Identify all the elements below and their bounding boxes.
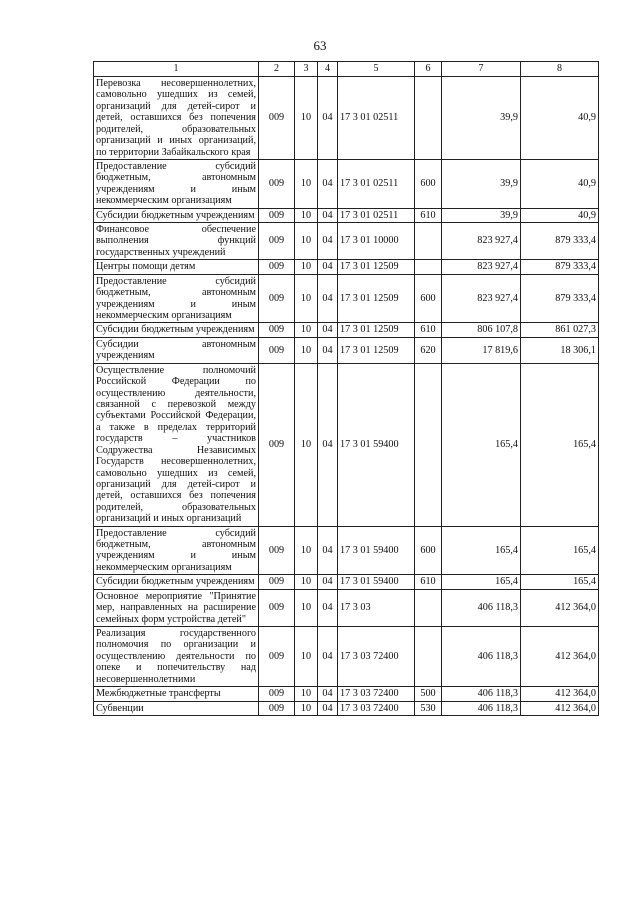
col-header-4: 4: [318, 62, 338, 77]
row-amount-1: 165,4: [442, 526, 521, 575]
row-section: 10: [295, 687, 318, 701]
header-row: [94, 62, 599, 77]
row-section: 10: [295, 363, 318, 526]
row-subsection: 04: [318, 701, 338, 715]
row-name: Субсидии бюджетным учреждениям: [94, 323, 259, 337]
row-expense-type: [415, 223, 442, 260]
row-subsection: 04: [318, 687, 338, 701]
row-amount-1: 806 107,8: [442, 323, 521, 337]
row-expense-type: 620: [415, 337, 442, 363]
row-expense-type: 610: [415, 575, 442, 589]
table-row: [94, 208, 599, 222]
col-header-1: 1: [94, 62, 259, 77]
row-subsection: 04: [318, 260, 338, 274]
row-name: Субсидии автономным учреждениям: [94, 337, 259, 363]
col-header-7: 7: [442, 62, 521, 77]
row-amount-2: 861 027,3: [521, 323, 599, 337]
row-target-article: 17 3 01 12509: [338, 260, 415, 274]
row-amount-2: 40,9: [521, 77, 599, 160]
row-name: Центры помощи детям: [94, 260, 259, 274]
row-amount-1: 823 927,4: [442, 223, 521, 260]
row-expense-type: 600: [415, 159, 442, 208]
page-number: 63: [313, 38, 327, 53]
row-section: 10: [295, 77, 318, 160]
row-target-article: 17 3 01 02511: [338, 159, 415, 208]
row-target-article: 17 3 01 12509: [338, 323, 415, 337]
row-subsection: 04: [318, 589, 338, 626]
table-row: [94, 274, 599, 323]
table-row: [94, 323, 599, 337]
budget-table: [93, 61, 599, 716]
row-expense-type: [415, 589, 442, 626]
row-grbs: 009: [259, 323, 295, 337]
row-subsection: 04: [318, 526, 338, 575]
row-name: Перевозка несовершеннолетних, самовольно ушедших из семей, организаций для детей-сирот и детей, оставшихся без попечения родителей, образовательных организаций и иных организаций, по территории Забайкальского края: [94, 77, 259, 160]
row-subsection: 04: [318, 77, 338, 160]
col-header-6: 6: [415, 62, 442, 77]
row-amount-1: 39,9: [442, 159, 521, 208]
row-amount-1: 823 927,4: [442, 274, 521, 323]
row-amount-2: 412 364,0: [521, 626, 599, 686]
row-section: 10: [295, 701, 318, 715]
row-grbs: 009: [259, 260, 295, 274]
row-target-article: 17 3 03 72400: [338, 687, 415, 701]
row-subsection: 04: [318, 208, 338, 222]
row-name: Субсидии бюджетным учреждениям: [94, 575, 259, 589]
row-target-article: 17 3 01 59400: [338, 575, 415, 589]
row-name: Осуществление полномочий Российской Федерации по осуществлению деятельности, связанной с перевозкой между субъектами Российской Федерации, а также в пределах территорий государств – участников Содружества Независимых Государств несовершеннолетних, самовольно ушедших из семей, организаций для детей-сирот и детей, оставшихся без попечения родителей, образовательных организаций и иных организаций: [94, 363, 259, 526]
row-section: 10: [295, 337, 318, 363]
row-amount-2: 40,9: [521, 208, 599, 222]
row-grbs: 009: [259, 337, 295, 363]
row-amount-2: 879 333,4: [521, 274, 599, 323]
row-subsection: 04: [318, 337, 338, 363]
row-grbs: 009: [259, 526, 295, 575]
row-target-article: 17 3 03: [338, 589, 415, 626]
row-subsection: 04: [318, 626, 338, 686]
row-expense-type: 530: [415, 701, 442, 715]
col-header-5: 5: [338, 62, 415, 77]
row-name: Финансовое обеспечение выполнения функций государственных учреждений: [94, 223, 259, 260]
row-grbs: 009: [259, 223, 295, 260]
row-grbs: 009: [259, 575, 295, 589]
table-row: [94, 223, 599, 260]
row-amount-1: 39,9: [442, 77, 521, 160]
table-row: [94, 626, 599, 686]
row-grbs: 009: [259, 159, 295, 208]
row-expense-type: 610: [415, 208, 442, 222]
table-row: [94, 526, 599, 575]
row-amount-1: 406 118,3: [442, 626, 521, 686]
col-header-2: 2: [259, 62, 295, 77]
row-section: 10: [295, 260, 318, 274]
row-section: 10: [295, 589, 318, 626]
row-section: 10: [295, 626, 318, 686]
row-amount-2: 165,4: [521, 526, 599, 575]
row-target-article: 17 3 01 02511: [338, 77, 415, 160]
row-subsection: 04: [318, 323, 338, 337]
row-grbs: 009: [259, 687, 295, 701]
row-target-article: 17 3 01 12509: [338, 337, 415, 363]
row-grbs: 009: [259, 363, 295, 526]
row-section: 10: [295, 208, 318, 222]
row-expense-type: [415, 363, 442, 526]
row-grbs: 009: [259, 77, 295, 160]
row-section: 10: [295, 159, 318, 208]
row-name: Межбюджетные трансферты: [94, 687, 259, 701]
row-section: 10: [295, 575, 318, 589]
row-amount-1: 406 118,3: [442, 701, 521, 715]
row-expense-type: 500: [415, 687, 442, 701]
row-subsection: 04: [318, 223, 338, 260]
row-amount-2: 879 333,4: [521, 260, 599, 274]
row-expense-type: [415, 77, 442, 160]
row-name: Субвенции: [94, 701, 259, 715]
row-grbs: 009: [259, 274, 295, 323]
row-amount-2: 879 333,4: [521, 223, 599, 260]
table-row: [94, 575, 599, 589]
row-name: Предоставление субсидий бюджетным, автономным учреждениям и иным некоммерческим организациям: [94, 526, 259, 575]
table-row: [94, 701, 599, 715]
row-target-article: 17 3 01 59400: [338, 363, 415, 526]
row-target-article: 17 3 03 72400: [338, 626, 415, 686]
row-amount-2: 40,9: [521, 159, 599, 208]
row-target-article: 17 3 01 10000: [338, 223, 415, 260]
row-grbs: 009: [259, 626, 295, 686]
col-header-3: 3: [295, 62, 318, 77]
table-row: [94, 589, 599, 626]
row-section: 10: [295, 274, 318, 323]
row-amount-1: 17 819,6: [442, 337, 521, 363]
row-amount-1: 406 118,3: [442, 589, 521, 626]
row-amount-1: 39,9: [442, 208, 521, 222]
row-name: Субсидии бюджетным учреждениям: [94, 208, 259, 222]
row-section: 10: [295, 223, 318, 260]
row-subsection: 04: [318, 575, 338, 589]
table-row: [94, 337, 599, 363]
row-grbs: 009: [259, 208, 295, 222]
row-name: Реализация государственного полномочия по организации и осуществлению деятельности по опеке и попечительству над несовершеннолетними: [94, 626, 259, 686]
table-row: [94, 159, 599, 208]
row-section: 10: [295, 323, 318, 337]
row-name: Предоставление субсидий бюджетным, автономным учреждениям и иным некоммерческим организациям: [94, 159, 259, 208]
row-target-article: 17 3 01 12509: [338, 274, 415, 323]
row-expense-type: [415, 260, 442, 274]
table-row: [94, 260, 599, 274]
row-amount-2: 412 364,0: [521, 687, 599, 701]
row-expense-type: [415, 626, 442, 686]
row-target-article: 17 3 01 02511: [338, 208, 415, 222]
row-grbs: 009: [259, 589, 295, 626]
row-expense-type: 600: [415, 526, 442, 575]
row-expense-type: 610: [415, 323, 442, 337]
table-row: [94, 77, 599, 160]
row-target-article: 17 3 03 72400: [338, 701, 415, 715]
row-subsection: 04: [318, 363, 338, 526]
row-amount-2: 18 306,1: [521, 337, 599, 363]
row-grbs: 009: [259, 701, 295, 715]
row-name: Предоставление субсидий бюджетным, автономным учреждениям и иным некоммерческим организациям: [94, 274, 259, 323]
row-name: Основное мероприятие "Принятие мер, направленных на расширение семейных форм устройства детей": [94, 589, 259, 626]
row-section: 10: [295, 526, 318, 575]
row-subsection: 04: [318, 159, 338, 208]
row-subsection: 04: [318, 274, 338, 323]
row-amount-2: 165,4: [521, 363, 599, 526]
row-amount-2: 165,4: [521, 575, 599, 589]
row-amount-2: 412 364,0: [521, 701, 599, 715]
row-expense-type: 600: [415, 274, 442, 323]
table-row: [94, 363, 599, 526]
row-amount-1: 165,4: [442, 575, 521, 589]
row-amount-2: 412 364,0: [521, 589, 599, 626]
row-amount-1: 165,4: [442, 363, 521, 526]
table-row: [94, 687, 599, 701]
row-amount-1: 406 118,3: [442, 687, 521, 701]
col-header-8: 8: [521, 62, 599, 77]
row-amount-1: 823 927,4: [442, 260, 521, 274]
row-target-article: 17 3 01 59400: [338, 526, 415, 575]
